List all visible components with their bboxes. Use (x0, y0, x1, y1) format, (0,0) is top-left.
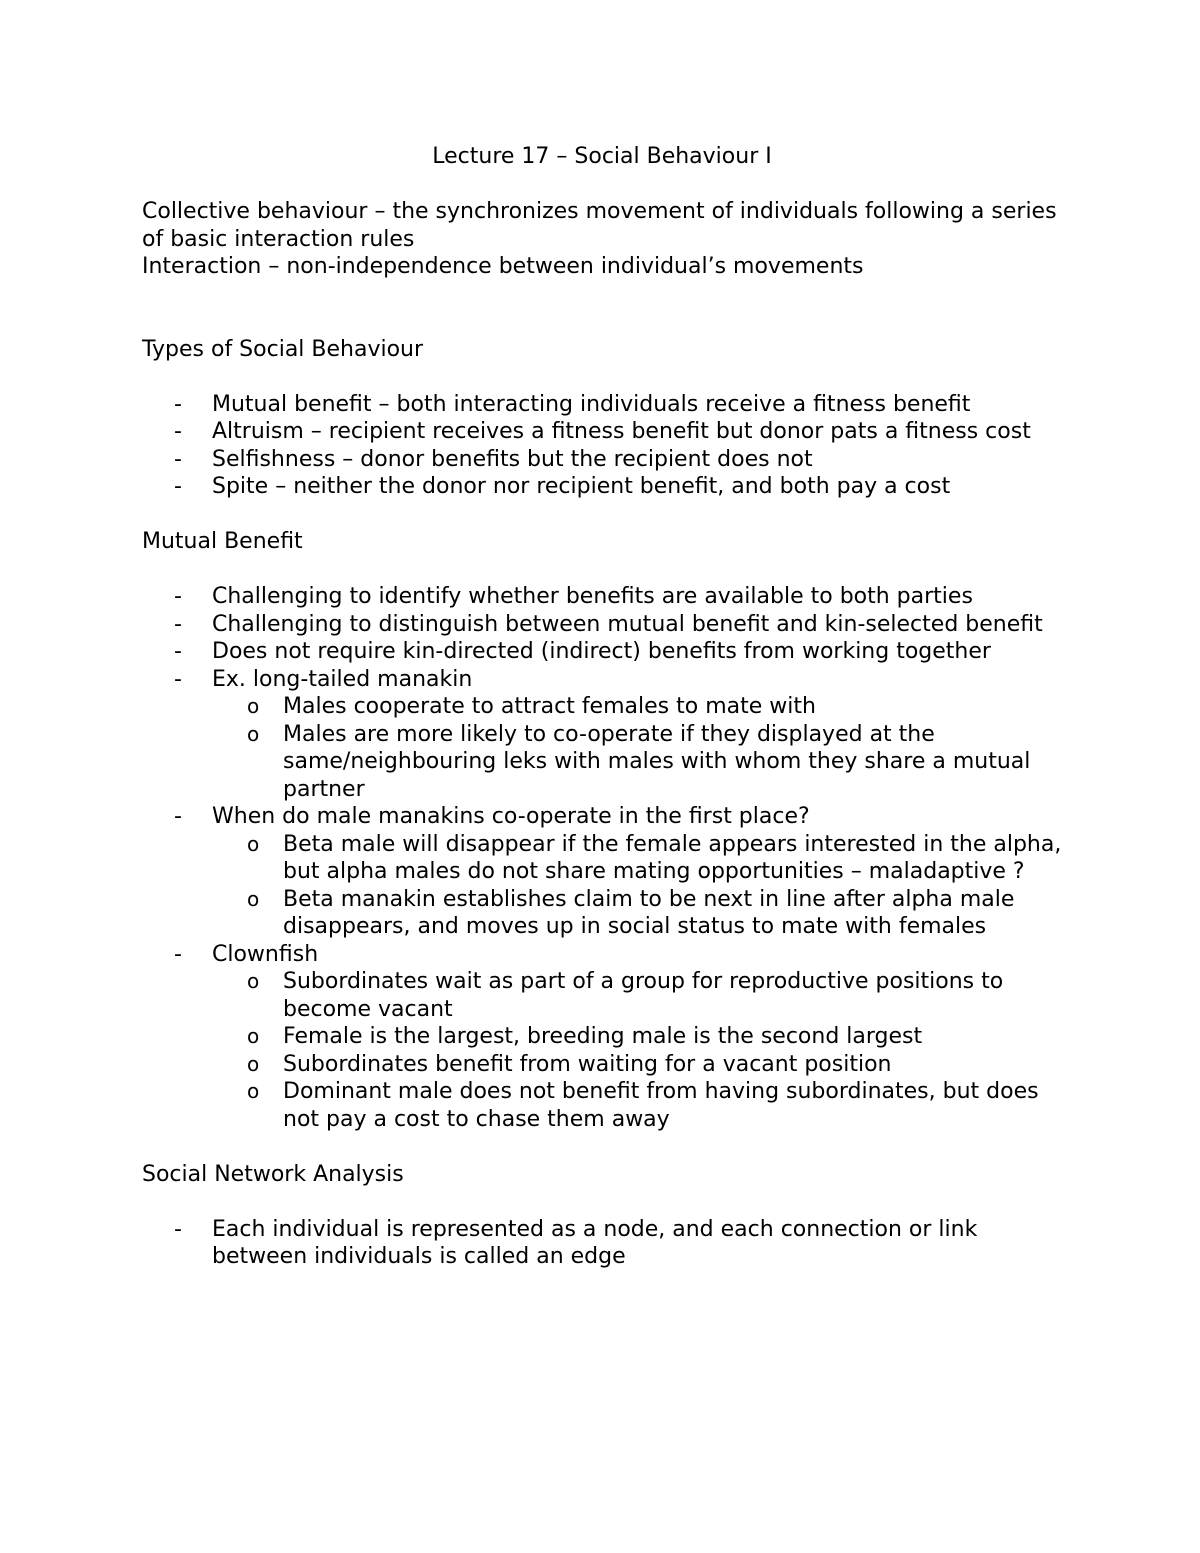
spacer (142, 281, 1062, 336)
dash-bullet: - (174, 474, 182, 499)
list-item-text: Ex. long-tailed manakin (212, 666, 473, 692)
definition-interaction: Interaction – non-independence between individual’s movements (142, 254, 864, 279)
social-network-list (142, 1216, 1062, 1271)
list-item (142, 473, 1062, 501)
list-item (142, 583, 1062, 611)
list-item (142, 446, 1062, 474)
sub-list-item (212, 1078, 1062, 1133)
circle-bullet: o (247, 1079, 260, 1103)
list-item-text: Challenging to distinguish between mutual benefit and kin-selected benefit (212, 611, 1043, 637)
section-heading-social-network-analysis: Social Network Analysis (142, 1161, 404, 1187)
list-item (142, 391, 1062, 419)
list-item (142, 941, 1062, 1134)
section-heading-mutual-benefit: Mutual Benefit (142, 529, 303, 554)
list-item-text: Challenging to identify whether benefits are available to both parties (212, 584, 973, 609)
sub-list-item (212, 693, 1062, 721)
dash-bullet: - (174, 419, 182, 444)
sub-list-item-text: Beta male will disappear if the female appears interested in the alpha, but alpha males do not share mating opportunities – maladaptive ? (283, 831, 1062, 884)
sub-list (212, 968, 1062, 1133)
definition-collective-behaviour: Collective behaviour – the synchronizes movement of individuals following a series of basic interaction rules (142, 199, 1057, 252)
sub-list-item-text: Female is the largest, breeding male is the second largest (283, 1024, 923, 1049)
dash-bullet: - (174, 804, 182, 829)
list-item-text: Does not require kin-directed (indirect) benefits from working together (212, 639, 991, 664)
list-item (142, 666, 1062, 804)
list-item-text: Spite – neither the donor nor recipient benefit, and both pay a cost (212, 474, 951, 499)
sub-list-item-text: Subordinates wait as part of a group for reproductive positions to become vacant (283, 969, 1004, 1022)
sub-list-item-text: Males cooperate to attract females to mate with (283, 694, 816, 719)
sub-list-item (212, 968, 1062, 1023)
dash-bullet: - (174, 639, 182, 664)
dash-bullet: - (174, 391, 182, 417)
list-item-text: Selfishness – donor benefits but the recipient does not (212, 446, 813, 472)
circle-bullet: o (247, 886, 260, 911)
section-heading-types: Types of Social Behaviour (142, 336, 424, 362)
list-item (142, 1216, 1062, 1271)
dash-bullet: - (174, 611, 182, 637)
sub-list-item (212, 886, 1062, 941)
sub-list-item (212, 1023, 1062, 1051)
circle-bullet: o (247, 969, 260, 993)
list-item-text: Each individual is represented as a node, and each connection or link between individuals is called an edge (212, 1216, 978, 1269)
sub-list-item-text: Subordinates benefit from waiting for a vacant position (283, 1051, 892, 1077)
dash-bullet: - (174, 446, 182, 472)
page-title: Lecture 17 – Social Behaviour I (432, 144, 772, 169)
types-list (142, 391, 1062, 501)
circle-bullet: o (247, 721, 260, 746)
sub-list-item (212, 831, 1062, 886)
list-item-text: Altruism – recipient receives a fitness benefit but donor pats a fitness cost (212, 419, 1031, 444)
dash-bullet: - (174, 584, 182, 609)
sub-list (212, 693, 1062, 803)
circle-bullet: o (247, 694, 260, 718)
list-item (142, 803, 1062, 941)
sub-list-item (212, 721, 1062, 804)
list-item (142, 418, 1062, 446)
list-item (142, 611, 1062, 639)
sub-list-item-text: Males are more likely to co-operate if they displayed at the same/neighbouring leks with males with whom they share a mutual partner (283, 721, 1031, 802)
dash-bullet: - (174, 941, 182, 967)
sub-list-item (212, 1051, 1062, 1079)
sub-list-item-text: Dominant male does not benefit from having subordinates, but does not pay a cost to chase them away (283, 1079, 1039, 1132)
document-page (142, 143, 1062, 1298)
dash-bullet: - (174, 1216, 182, 1242)
list-item-text: When do male manakins co-operate in the first place? (212, 804, 810, 829)
dash-bullet: - (174, 666, 182, 692)
sub-list-item-text: Beta manakin establishes claim to be next in line after alpha male disappears, and moves up in social status to mate with females (283, 886, 1015, 939)
list-item (142, 638, 1062, 666)
list-item-text: Mutual benefit – both interacting individuals receive a fitness benefit (212, 391, 971, 417)
sub-list (212, 831, 1062, 941)
circle-bullet: o (247, 831, 260, 856)
circle-bullet: o (247, 1051, 260, 1076)
circle-bullet: o (247, 1024, 260, 1048)
list-item-text: Clownfish (212, 941, 319, 967)
mutual-benefit-list (142, 583, 1062, 1133)
